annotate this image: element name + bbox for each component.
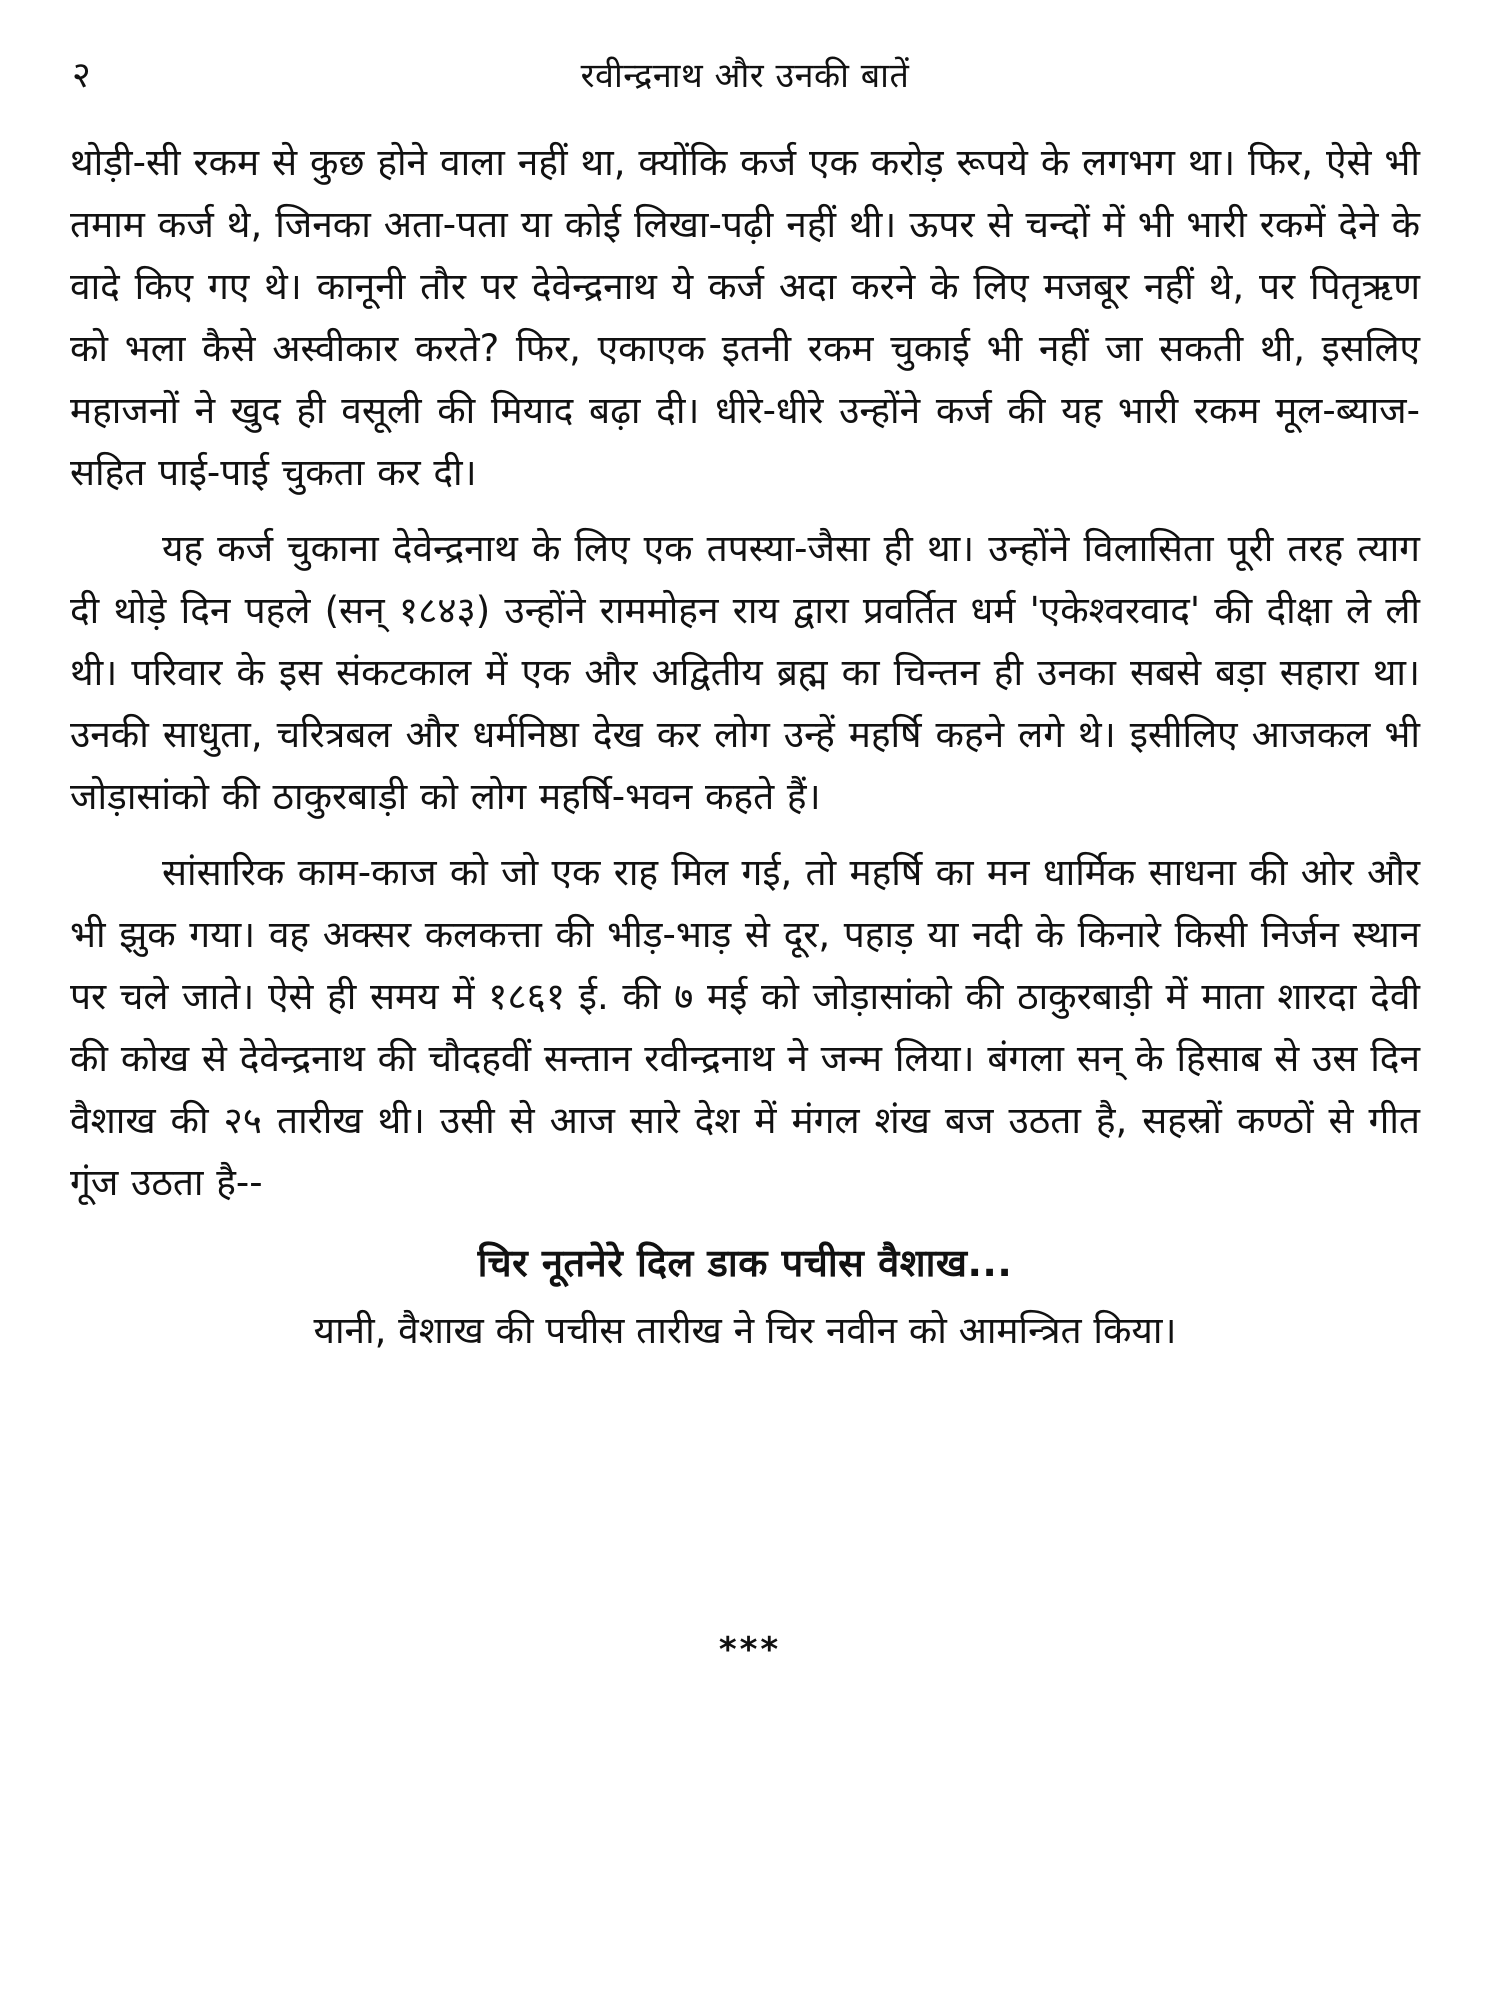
verse-translation: यानी, वैशाख की पचीस तारीख ने चिर नवीन को आमन्त्रित किया।	[313, 1309, 1177, 1352]
paragraph-3: सांसारिक काम-काज को जो एक राह मिल गई, तो महर्षि का मन धार्मिक साधना की ओर और भी झुक गया। वह अक्सर कलकत्ता की भीड़-भाड़ से दूर, पहाड़ या नदी के किनारे किसी निर्जन स्थान पर चले जाते। ऐसे ही समय में १८६१ ई. की ७ मई को जोड़ासांको की ठाकुरबाड़ी में माता शारदा देवी की कोख से देवेन्द्रनाथ की चौदहवीं सन्तान रवीन्द्रनाथ ने जन्म लिया। बंगला सन् के हिसाब से उस दिन वैशाख की २५ तारीख थी। उसी से आज सारे देश में मंगल शंख बज उठता है, सहस्रों कण्ठों से गीत गूंज उठता है--	[70, 851, 1420, 1204]
page-header	[70, 50, 1420, 110]
verse-quote: चिर नूतनेरे दिल डाक पचीस वैशाख...	[477, 1241, 1013, 1285]
running-title: रवीन्द्रनाथ और उनकी बातें	[580, 56, 910, 96]
paragraph-1: थोड़ी-सी रकम से कुछ होने वाला नहीं था, क्योंकि कर्ज एक करोड़ रूपये के लगभग था। फिर, ऐसे भी तमाम कर्ज थे, जिनका अता-पता या कोई लिखा-पढ़ी नहीं थी। ऊपर से चन्दों में भी भारी रकमें देने के वादे किए गए थे। कानूनी तौर पर देवेन्द्रनाथ ये कर्ज अदा करने के लिए मजबूर नहीं थे, पर पितृऋण को भला कैसे अस्वीकार करते? फिर, एकाएक इतनी रकम चुकाई भी नहीं जा सकती थी, इसलिए महाजनों ने खुद ही वसूली की मियाद बढ़ा दी। धीरे-धीरे उन्होंने कर्ज की यह भारी रकम मूल-ब्याज-सहित पाई-पाई चुकता कर दी।	[70, 141, 1420, 494]
page-number: २	[72, 55, 91, 96]
paragraph-2: यह कर्ज चुकाना देवेन्द्रनाथ के लिए एक तपस्या-जैसा ही था। उन्होंने विलासिता पूरी तरह त्याग दी थोड़े दिन पहले (सन् १८४३) उन्होंने राममोहन राय द्वारा प्रवर्तित धर्म 'एकेश्वरवाद' की दीक्षा ले ली थी। परिवार के इस संकटकाल में एक और अद्वितीय ब्रह्म का चिन्तन ही उनका सबसे बड़ा सहारा था। उनकी साधुता, चरित्रबल और धर्मनिष्ठा देख कर लोग उन्हें महर्षि कहने लगे थे। इसीलिए आजकल भी जोड़ासांको की ठाकुरबाड़ी को लोग महर्षि-भवन कहते हैं।	[70, 527, 1420, 818]
section-separator: ***	[718, 1630, 782, 1670]
body-text	[70, 132, 1420, 1362]
